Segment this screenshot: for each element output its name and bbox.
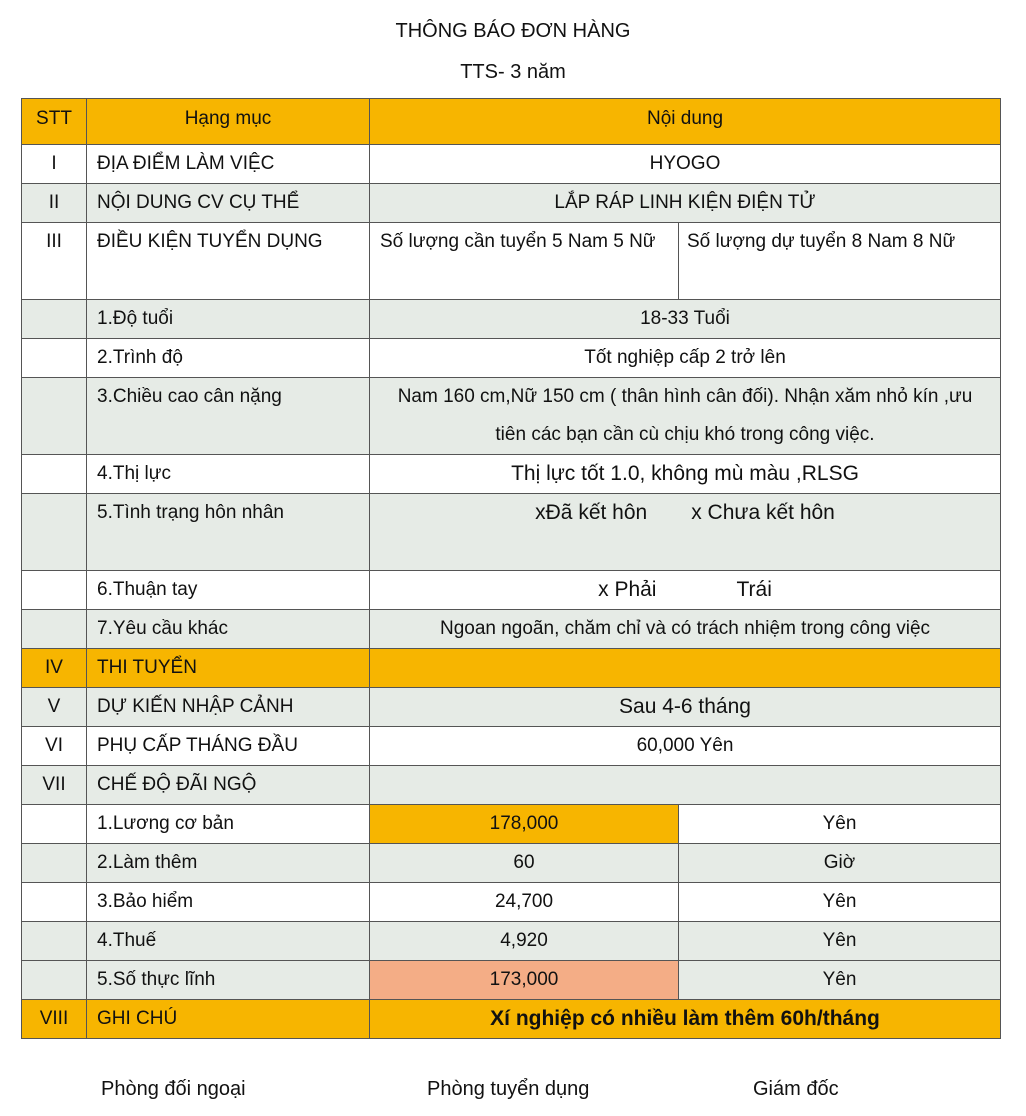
row-value: 18-33 Tuổi (370, 300, 1001, 339)
salary-unit: Yên (679, 961, 1001, 1000)
note-value: Xí nghiệp có nhiều làm thêm 60h/tháng (370, 1000, 1001, 1039)
signature-foreign-affairs: Phòng đối ngoại (101, 1078, 246, 1100)
row-number: I (22, 145, 87, 184)
table-row (22, 649, 1001, 688)
row-value (370, 494, 1001, 571)
row-value: Thị lực tốt 1.0, không mù màu ,RLSG (370, 455, 1001, 494)
header-stt: STT (22, 99, 87, 145)
row-item: 1.Độ tuổi (87, 300, 370, 339)
table-row (22, 766, 1001, 805)
hand-option-left: Trái (736, 578, 772, 601)
row-item: THI TUYỂN (87, 649, 370, 688)
header-content: Nội dung (370, 99, 1001, 145)
row-item: GHI CHÚ (87, 1000, 370, 1039)
table-row (22, 184, 1001, 223)
row-item: NỘI DUNG CV CỤ THỂ (87, 184, 370, 223)
table-row (22, 378, 1001, 455)
salary-row (22, 922, 1001, 961)
row-number: VIII (22, 1000, 87, 1039)
salary-row (22, 844, 1001, 883)
row-value-recruit: Số lượng cần tuyển 5 Nam 5 Nữ (370, 223, 679, 300)
row-number: VII (22, 766, 87, 805)
table-row (22, 571, 1001, 610)
row-value: HYOGO (370, 145, 1001, 184)
salary-item: 2.Làm thêm (87, 844, 370, 883)
table-row (22, 1000, 1001, 1039)
row-item: 5.Tình trạng hôn nhân (87, 494, 370, 571)
hand-option-right: x Phải (598, 578, 657, 601)
salary-amount: 60 (370, 844, 679, 883)
row-number: IV (22, 649, 87, 688)
row-number: V (22, 688, 87, 727)
salary-row (22, 805, 1001, 844)
row-item: ĐỊA ĐIỂM LÀM VIỆC (87, 145, 370, 184)
row-value: 60,000 Yên (370, 727, 1001, 766)
salary-amount: 178,000 (370, 805, 679, 844)
row-item: ĐIỀU KIỆN TUYỂN DỤNG (87, 223, 370, 300)
table-row (22, 610, 1001, 649)
row-value: Tốt nghiệp cấp 2 trở lên (370, 339, 1001, 378)
row-value (370, 571, 1001, 610)
salary-unit: Yên (679, 883, 1001, 922)
salary-unit: Yên (679, 805, 1001, 844)
table-row (22, 688, 1001, 727)
table-row (22, 300, 1001, 339)
row-value: Sau 4-6 tháng (370, 688, 1001, 727)
marital-option-married: xĐã kết hôn (535, 501, 648, 524)
row-item: PHỤ CẤP THÁNG ĐẦU (87, 727, 370, 766)
row-item: CHẾ ĐỘ ĐÃI NGỘ (87, 766, 370, 805)
row-value: Ngoan ngoãn, chăm chỉ và có trách nhiệm trong công việc (370, 610, 1001, 649)
table-row (22, 339, 1001, 378)
salary-item: 1.Lương cơ bản (87, 805, 370, 844)
row-number: III (22, 223, 87, 300)
header-item: Hạng mục (87, 99, 370, 145)
signature-director: Giám đốc (753, 1078, 839, 1100)
table-row (22, 727, 1001, 766)
row-value: Nam 160 cm,Nữ 150 cm ( thân hình cân đối). Nhận xăm nhỏ kín ,ưu tiên các bạn cần cù chịu khó trong công việc. (370, 378, 1001, 455)
order-table (21, 98, 1001, 1039)
salary-unit: Yên (679, 922, 1001, 961)
row-item: DỰ KIẾN NHẬP CẢNH (87, 688, 370, 727)
salary-item: 5.Số thực lĩnh (87, 961, 370, 1000)
salary-row (22, 961, 1001, 1000)
salary-item: 3.Bảo hiểm (87, 883, 370, 922)
salary-row (22, 883, 1001, 922)
marital-option-single: x Chưa kết hôn (691, 501, 835, 524)
salary-unit: Giờ (679, 844, 1001, 883)
salary-item: 4.Thuế (87, 922, 370, 961)
table-row (22, 494, 1001, 571)
salary-amount: 4,920 (370, 922, 679, 961)
signature-recruitment: Phòng tuyển dụng (427, 1078, 590, 1100)
table-row (22, 223, 1001, 300)
row-item: 3.Chiều cao cân nặng (87, 378, 370, 455)
row-item: 2.Trình độ (87, 339, 370, 378)
net-salary-amount: 173,000 (370, 961, 679, 1000)
row-value: LẮP RÁP LINH KIỆN ĐIỆN TỬ (370, 184, 1001, 223)
table-row (22, 145, 1001, 184)
table-header-row (22, 99, 1001, 145)
table-row (22, 455, 1001, 494)
document-title: THÔNG BÁO ĐƠN HÀNG (395, 20, 631, 42)
row-item: 6.Thuận tay (87, 571, 370, 610)
document-subtitle: TTS- 3 năm (460, 61, 566, 83)
row-item: 4.Thị lực (87, 455, 370, 494)
salary-amount: 24,700 (370, 883, 679, 922)
row-item: 7.Yêu cầu khác (87, 610, 370, 649)
row-value (370, 649, 1001, 688)
row-number: VI (22, 727, 87, 766)
row-number: II (22, 184, 87, 223)
row-value-candidates: Số lượng dự tuyển 8 Nam 8 Nữ (679, 223, 1001, 300)
